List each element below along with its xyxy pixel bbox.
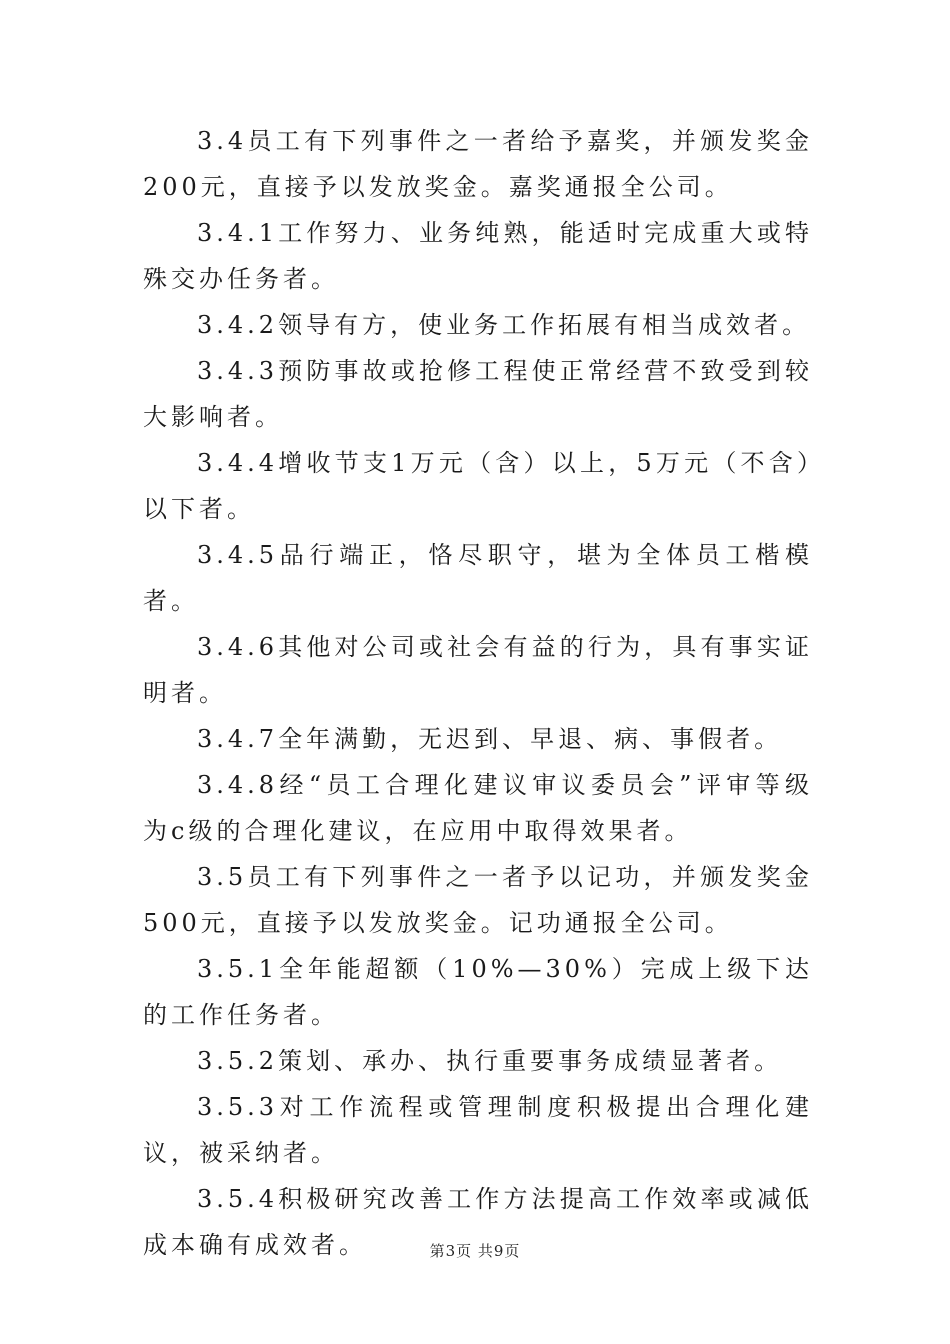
paragraph-3-4-8: 3.4.8经“员工合理化建议审议委员会”评审等级为c级的合理化建议，在应用中取得效果者。 (143, 771, 813, 845)
paragraph-3-4-1: 3.4.1工作努力、业务纯熟，能适时完成重大或特殊交办任务者。 (143, 219, 813, 293)
paragraph-3-5-3: 3.5.3对工作流程或管理制度积极提出合理化建议，被采纳者。 (143, 1093, 813, 1167)
paragraph-3-4-7: 3.4.7全年满勤，无迟到、早退、病、事假者。 (197, 725, 783, 753)
page-footer: 第3页 共9页 (429, 1242, 521, 1260)
paragraph-3-5-1: 3.5.1全年能超额（10%—30%）完成上级下达的工作任务者。 (143, 955, 813, 1029)
paragraph-3-4-4: 3.4.4增收节支1万元（含）以上，5万元（不含）以下者。 (143, 449, 813, 523)
paragraph-3-4: 3.4员工有下列事件之一者给予嘉奖，并颁发奖金200元，直接予以发放奖金。嘉奖通报全公司。 (143, 127, 813, 201)
paragraph-3-5-2: 3.5.2策划、承办、执行重要事务成绩显著者。 (197, 1047, 783, 1075)
paragraph-3-4-6: 3.4.6其他对公司或社会有益的行为，具有事实证明者。 (143, 633, 813, 707)
document-body (143, 118, 813, 1268)
paragraph-3-4-2: 3.4.2领导有方，使业务工作拓展有相当成效者。 (197, 311, 811, 339)
paragraph-3-5: 3.5员工有下列事件之一者予以记功，并颁发奖金500元，直接予以发放奖金。记功通报全公司。 (143, 863, 813, 937)
paragraph-3-4-5: 3.4.5品行端正，恪尽职守，堪为全体员工楷模者。 (143, 541, 813, 615)
paragraph-3-5-4: 3.5.4积极研究改善工作方法提高工作效率或减低成本确有成效者。 (143, 1185, 813, 1259)
paragraph-3-4-3: 3.4.3预防事故或抢修工程使正常经营不致受到较大影响者。 (143, 357, 813, 431)
